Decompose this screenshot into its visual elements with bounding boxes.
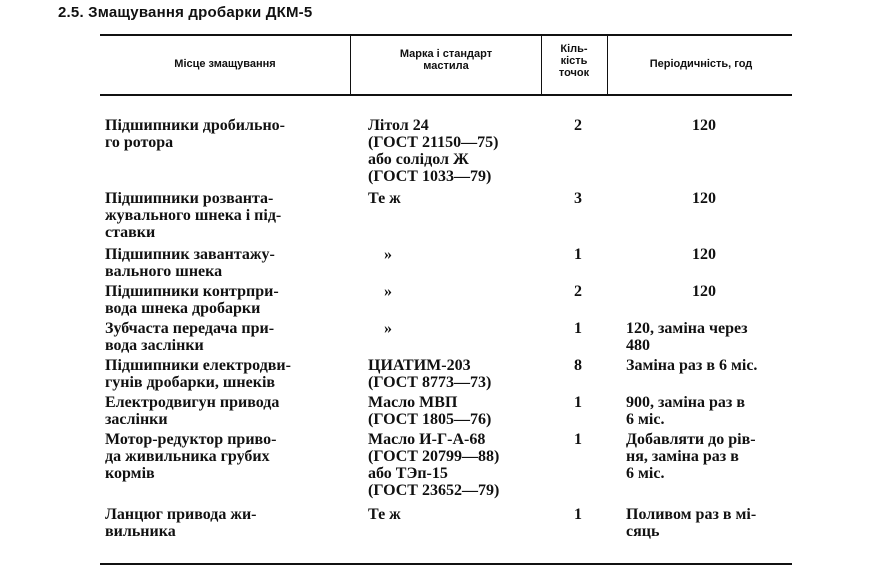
row-5-period: 120, заміна через 480 <box>626 320 748 354</box>
row-5-grade: » <box>384 320 392 337</box>
row-8-place: Мотор-редуктор приво- да живильника грубих кормів <box>105 431 277 482</box>
row-3-period: 120 <box>692 246 716 263</box>
row-1-points: 2 <box>574 117 582 134</box>
row-7-points: 1 <box>574 394 582 411</box>
row-7-grade: Масло МВП (ГОСТ 1805—76) <box>368 394 492 428</box>
row-5-points: 1 <box>574 320 582 337</box>
header-points-line2: кість <box>560 55 588 67</box>
row-3-points: 1 <box>574 246 582 263</box>
row-5-place: Зубчаста передача при- вода заслінки <box>105 320 275 354</box>
header-points <box>542 43 606 79</box>
row-6-points: 8 <box>574 357 582 374</box>
row-7-period: 900, заміна раз в 6 міс. <box>626 394 745 428</box>
row-6-place: Підшипники електродви- гунів дробарки, шнеків <box>105 357 291 391</box>
row-1-grade: Літол 24 (ГОСТ 21150—75) або солідол Ж (ГОСТ 1033—79) <box>368 117 499 185</box>
row-4-grade: » <box>384 283 392 300</box>
row-4-period: 120 <box>692 283 716 300</box>
row-9-period: Поливом раз в мі- сяць <box>626 506 757 540</box>
header-place: Місце змащування <box>174 58 276 70</box>
header-grade-line1: Марка і стандарт <box>399 48 493 60</box>
row-2-points: 3 <box>574 190 582 207</box>
row-9-grade: Те ж <box>368 506 401 523</box>
row-9-points: 1 <box>574 506 582 523</box>
header-divider-1 <box>350 35 351 94</box>
header-grade-line2: мастила <box>423 60 469 72</box>
header-divider-3 <box>607 35 608 94</box>
row-6-period: Заміна раз в 6 міс. <box>626 357 758 374</box>
row-6-grade: ЦИАТИМ-203 (ГОСТ 8773—73) <box>368 357 492 391</box>
row-8-period: Добавляти до рів- ня, заміна раз в 6 міс. <box>626 431 756 482</box>
table-title: 2.5. Змащування дробарки ДКМ-5 <box>58 4 313 21</box>
header-grade <box>352 48 540 72</box>
row-1-place: Підшипники дробильно- го ротора <box>105 117 285 151</box>
header-points-line3: точок <box>558 67 590 79</box>
row-1-period: 120 <box>692 117 716 134</box>
header-bottom-rule <box>100 94 792 96</box>
row-3-grade: » <box>384 246 392 263</box>
row-2-grade: Те ж <box>368 190 401 207</box>
table-top-rule <box>100 34 792 36</box>
row-3-place: Підшипник завантажу- вального шнека <box>105 246 275 280</box>
row-9-place: Ланцюг привода жи- вильника <box>105 506 257 540</box>
row-8-grade: Масло И-Г-А-68 (ГОСТ 20799—88) або ТЭп-15 (ГОСТ 23652—79) <box>368 431 500 499</box>
row-7-place: Електродвигун привода заслінки <box>105 394 280 428</box>
row-8-points: 1 <box>574 431 582 448</box>
row-2-place: Підшипники розванта- жувального шнека і під- ставки <box>105 190 282 241</box>
table-bottom-rule <box>100 563 792 565</box>
row-2-period: 120 <box>692 190 716 207</box>
row-4-points: 2 <box>574 283 582 300</box>
row-4-place: Підшипники контрпри- вода шнека дробарки <box>105 283 279 317</box>
header-points-line1: Кіль- <box>560 43 588 55</box>
header-period: Періодичність, год <box>649 58 753 70</box>
